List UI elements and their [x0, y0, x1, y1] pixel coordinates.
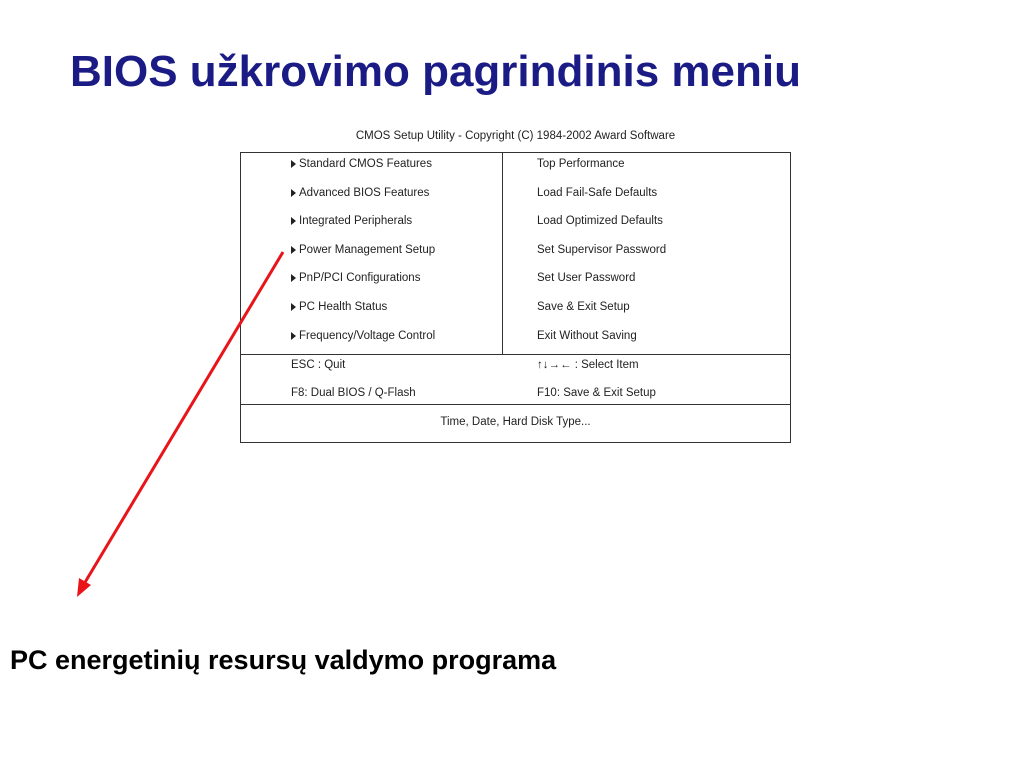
- menu-item-label: Set User Password: [537, 272, 636, 285]
- key-hint-flash: F8: Dual BIOS / Q-Flash: [291, 387, 416, 399]
- arrow-line: [84, 252, 283, 584]
- bios-header: CMOS Setup Utility - Copyright (C) 1984-2002 Award Software: [355, 130, 676, 142]
- arrow-head-icon: [77, 578, 91, 597]
- slide-caption: PC energetinių resursų valdymo programa: [10, 645, 557, 675]
- menu-item-label: Load Optimized Defaults: [537, 215, 663, 228]
- slide-title: BIOS užkrovimo pagrindinis meniu: [70, 47, 801, 96]
- menu-item-label: Set Supervisor Password: [537, 243, 667, 256]
- menu-item-label: Advanced BIOS Features: [299, 186, 430, 199]
- menu-item-label: Save & Exit Setup: [537, 300, 630, 313]
- key-hint-select: ↑↓→← : Select Item: [537, 359, 639, 371]
- menu-item-label: Power Management Setup: [299, 243, 436, 256]
- menu-item-label: Load Fail-Safe Defaults: [537, 186, 658, 199]
- menu-item-label: Exit Without Saving: [537, 329, 637, 342]
- menu-item-label: Standard CMOS Features: [299, 158, 432, 170]
- bios-help-footer: Time, Date, Hard Disk Type...: [440, 416, 591, 428]
- menu-item-label: PnP/PCI Configurations: [299, 272, 421, 285]
- menu-item-label: Top Performance: [537, 158, 625, 170]
- menu-item-label: Integrated Peripherals: [299, 215, 413, 228]
- menu-item-label: PC Health Status: [299, 300, 388, 313]
- key-hint-quit: ESC : Quit: [291, 359, 346, 371]
- key-hint-save: F10: Save & Exit Setup: [537, 387, 656, 399]
- menu-item-label: Frequency/Voltage Control: [299, 329, 436, 342]
